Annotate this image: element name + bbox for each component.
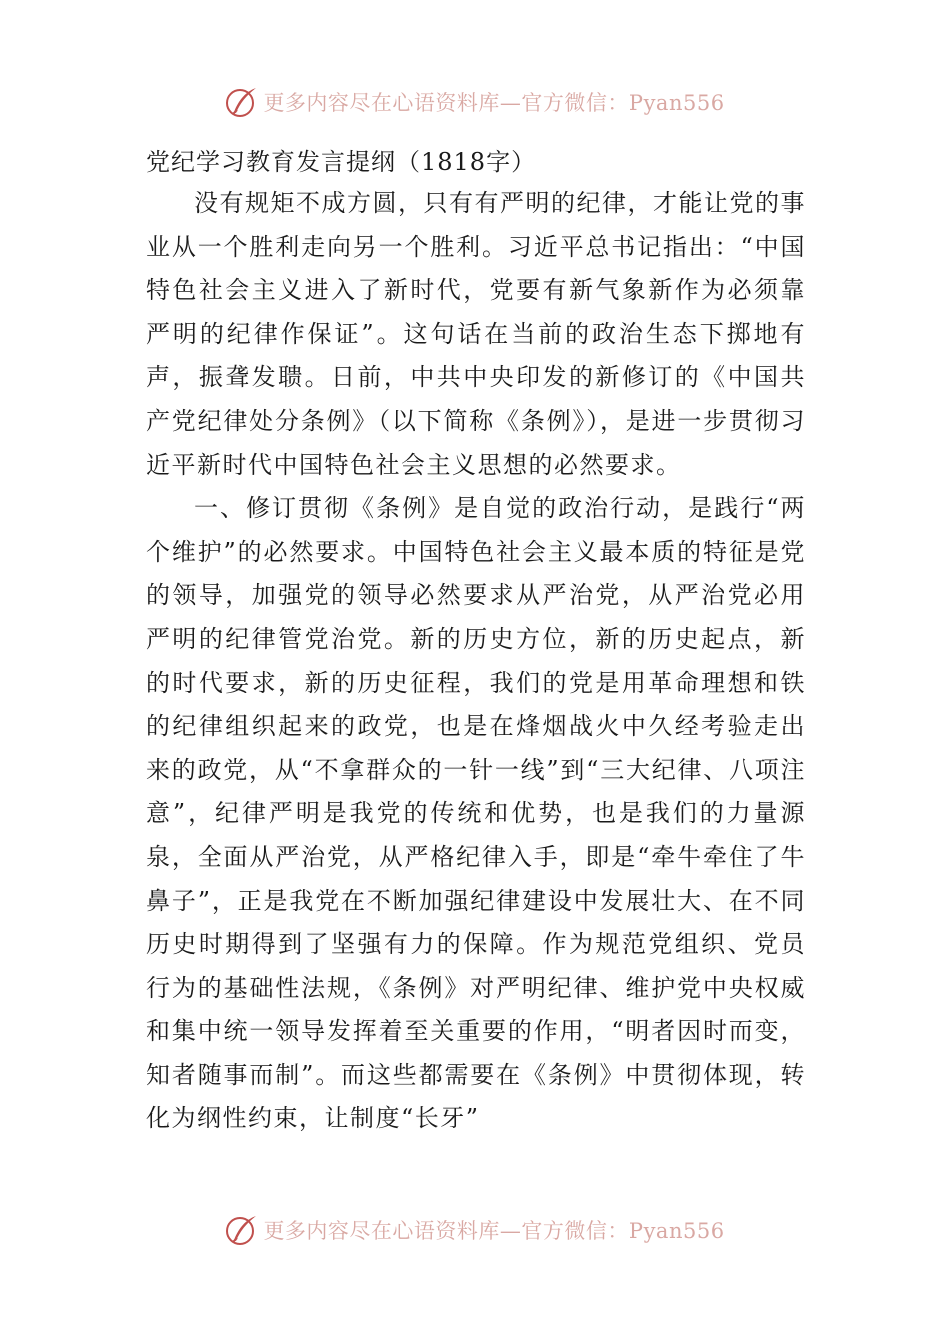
watermark-text: 更多内容尽在心语资料库—官方微信：Pyan556 <box>263 1219 725 1243</box>
watermark-text: 更多内容尽在心语资料库—官方微信：Pyan556 <box>263 91 725 115</box>
document-body <box>146 182 806 1141</box>
quill-pen-circle-logo <box>225 85 259 119</box>
header-watermark-banner <box>0 82 950 122</box>
quill-pen-circle-logo <box>225 1213 259 1247</box>
paragraph-intro: 没有规矩不成方圆，只有有严明的纪律，才能让党的事业从一个胜利走向另一个胜利。习近平总书记指出：“中国特色社会主义进入了新时代，党要有新气象新作为必须靠严明的纪律作保证”。这句话在当前的政治生态下掷地有声，振聋发聩。日前，中共中央印发的新修订的《中国共产党纪律处分条例》（以下简称《条例》），是进一步贯彻习近平新时代中国特色社会主义思想的必然要求。 <box>146 189 806 479</box>
footer-watermark-banner <box>0 1210 950 1250</box>
document-title: 党纪学习教育发言提纲（1818字） <box>146 148 537 176</box>
paragraph-section-one: 一、修订贯彻《条例》是自觉的政治行动，是践行“两个维护”的必然要求。中国特色社会主义最本质的特征是党的领导，加强党的领导必然要求从严治党，从严治党必用严明的纪律管党治党。新的历史方位，新的历史起点，新的时代要求，新的历史征程，我们的党是用革命理想和铁的纪律组织起来的政党，也是在烽烟战火中久经考验走出来的政党，从“不拿群众的一针一线”到“三大纪律、八项注意”，纪律严明是我党的传统和优势，也是我们的力量源泉，全面从严治党，从严格纪律入手，即是“牵牛牵住了牛鼻子”，正是我党在不断加强纪律建设中发展壮大、在不同历史时期得到了坚强有力的保障。作为规范党组织、党员行为的基础性法规，《条例》对严明纪律、维护党中央权威和集中统一领导发挥着至关重要的作用，“明者因时而变，知者随事而制”。而这些都需要在《条例》中贯彻体现，转化为纲性约束，让制度“长牙” <box>146 494 806 1133</box>
